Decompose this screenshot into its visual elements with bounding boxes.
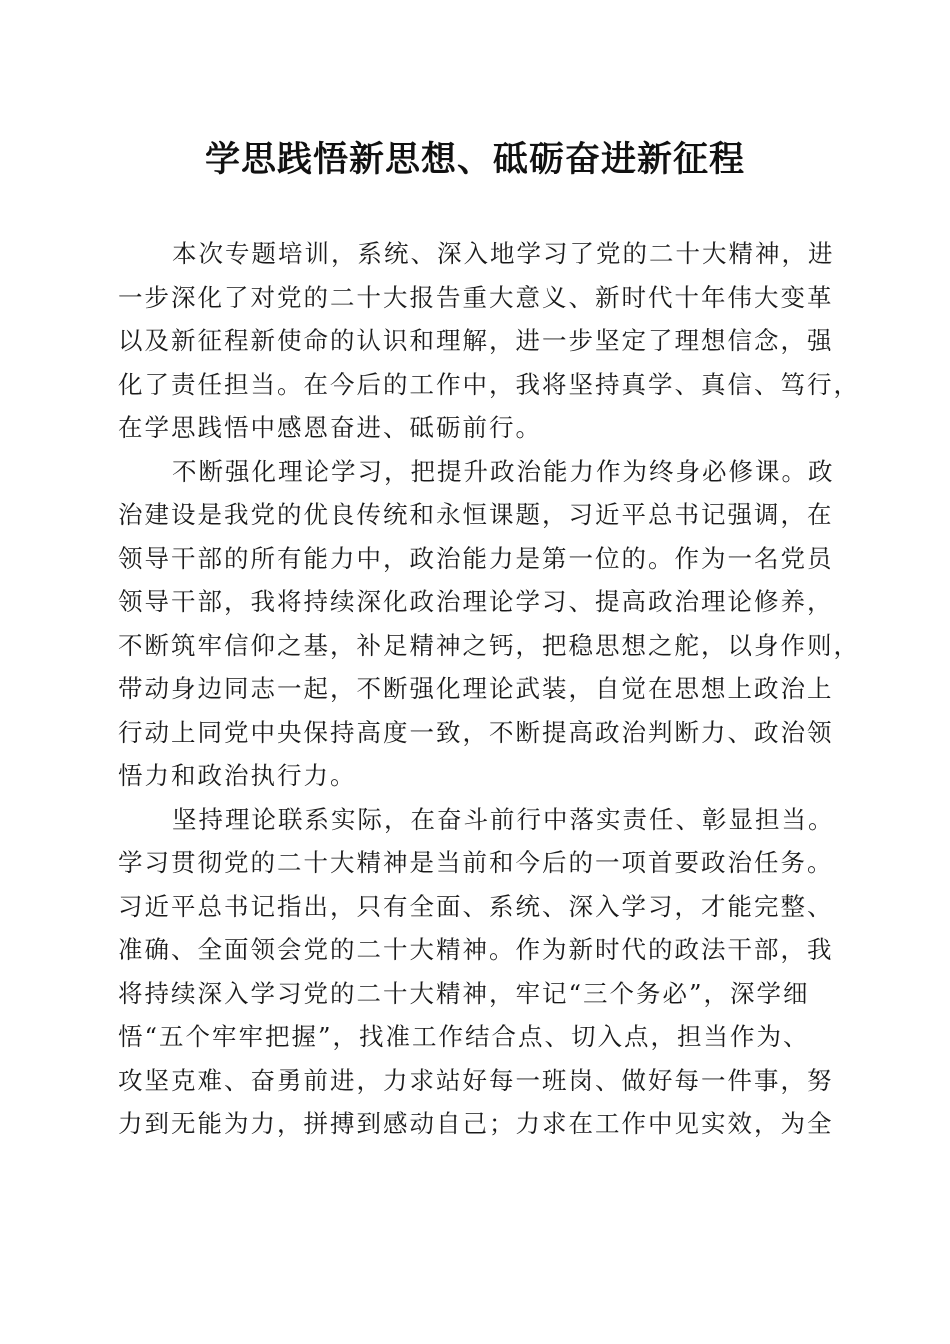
paragraph-line: 悟“五个牢牢把握”，找准工作结合点、切入点，担当作为、 — [118, 1022, 810, 1051]
paragraph-line: 在学思践悟中感恩奋进、砥砺前行。 — [118, 413, 542, 442]
paragraph-line: 将持续深入学习党的二十大精神，牢记“三个务必”，深学细 — [118, 978, 810, 1008]
paragraph-line: 行动上同党中央保持高度一致，不断提高政治判断力、政治领 — [118, 717, 834, 747]
paragraph-line: 学习贯彻党的二十大精神是当前和今后的一项首要政治任务。 — [118, 848, 834, 877]
paragraph-line: 力到无能为力，拼搏到感动自己；力求在工作中见实效，为全 — [118, 1109, 834, 1138]
paragraph-line: 不断强化理论学习，把提升政治能力作为终身必修课。政 — [172, 456, 835, 486]
paragraph-line: 化了责任担当。在今后的工作中，我将坚持真学、真信、笃行， — [118, 369, 860, 399]
paragraph-line: 领导干部的所有能力中，政治能力是第一位的。作为一名党员 — [118, 543, 834, 573]
paragraph-line: 带动身边同志一起，不断强化理论武装，自觉在思想上政治上 — [118, 674, 834, 703]
paragraph-2 — [118, 450, 860, 798]
document-body — [118, 232, 860, 1146]
paragraph-line: 本次专题培训，系统、深入地学习了党的二十大精神，进 — [172, 239, 835, 268]
document-title: 学思践悟新思想、砥砺奋进新征程 — [204, 139, 745, 180]
paragraph-1 — [118, 232, 860, 450]
paragraph-line: 悟力和政治执行力。 — [118, 761, 357, 790]
paragraph-line: 以及新征程新使命的认识和理解，进一步坚定了理想信念，强 — [118, 326, 834, 355]
paragraph-line: 领导干部，我将持续深化政治理论学习、提高政治理论修养， — [118, 587, 834, 616]
paragraph-line: 习近平总书记指出，只有全面、系统、深入学习，才能完整、 — [118, 891, 834, 921]
paragraph-line: 坚持理论联系实际，在奋斗前行中落实责任、彰显担当。 — [172, 804, 835, 834]
paragraph-line: 治建设是我党的优良传统和永恒课题，习近平总书记强调，在 — [118, 500, 834, 529]
paragraph-line: 准确、全面领会党的二十大精神。作为新时代的政法干部，我 — [118, 935, 834, 964]
paragraph-3 — [118, 798, 838, 1146]
paragraph-line: 不断筑牢信仰之基，补足精神之钙，把稳思想之舵，以身作则， — [118, 630, 860, 660]
paragraph-line: 一步深化了对党的二十大报告重大意义、新时代十年伟大变革 — [118, 282, 834, 312]
paragraph-line: 攻坚克难、奋勇前进，力求站好每一班岗、做好每一件事，努 — [118, 1065, 834, 1095]
